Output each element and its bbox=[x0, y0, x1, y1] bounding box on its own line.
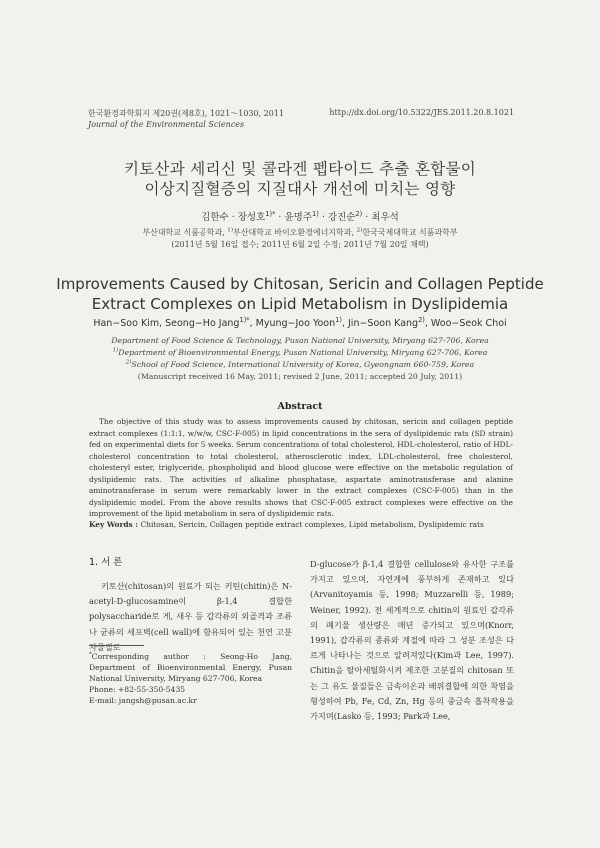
author-ko-3-sup: 2) bbox=[355, 209, 363, 218]
author-en-1: Han−Soo Kim, Seong−Ho Jang bbox=[93, 318, 240, 329]
author-ko-2: · 윤명주 bbox=[275, 212, 312, 223]
author-en-3-sup: 2) bbox=[418, 315, 425, 324]
received-dates-ko: (2011년 5월 16일 접수; 2011년 6월 2일 수정; 2011년 7월 20일 채택) bbox=[171, 240, 429, 249]
author-ko-1-sup: 1)* bbox=[265, 209, 276, 218]
affiliations-korean bbox=[0, 227, 600, 251]
author-en-4: , Woo−Seok Choi bbox=[424, 318, 507, 329]
affiliation-ko-line: 부산대학교 식품공학과, $^{1)}$부산대학교 바이오환경에너지학과, $^{2)}$한국국제대학교 식품과학부 bbox=[142, 227, 458, 237]
keywords-label: Key Words : bbox=[89, 520, 141, 529]
author-ko-2-sup: 1) bbox=[312, 209, 319, 218]
title-ko-line2: 이상지질혈증의 지질대사 개선에 미치는 영향 bbox=[144, 180, 456, 198]
section-heading-introduction: 1. 서 론 bbox=[89, 557, 123, 568]
affiliation-en-1: Department of Food Science & Technology, Pusan National University, Miryang 627-706, Korea bbox=[111, 336, 489, 345]
footnote-author: Corresponding author : Seong-Ho Jang, Department of Bioenvironmental Energy, Pusan National University, Miryang 627-706, Korea bbox=[89, 652, 292, 683]
abstract-text: The objective of this study was to assess improvements caused by chitosan, sericin and collagen peptide extract complexes (1:1:1, w/w/w, CSC-F-005) in lipid concentrations in the sera of dyslipidemic rats (SD strain) fed on experimental diets for 5 weeks. Serum concentrations of total cholesterol, HDL-cholesterol, ratio of HDL-cholesterol concentration to total cholesterol, atherosclerotic index, LDL-cholesterol, free cholesterol, cholesteryl ester, triglyceride, phospholipid and blood glucose were effective on the metabolic regulation of dyslipidemic rats. The activities of alkaline phosphatase, aspartate aminotransferase and alanine aminotransferase in serum were remarkably lower in the extract complexes (CSC-F-005) than in the dyslipidemic model. From the above results shows that CSC-F-005 extract complexes were effective on the improvement of the lipid metabolism in sera of dyslipidemic rats. bbox=[89, 417, 513, 518]
author-en-2-sup: 1) bbox=[335, 315, 342, 324]
footnote-phone: Phone: +82-55-350-5435 bbox=[89, 685, 186, 694]
title-english bbox=[0, 274, 600, 314]
doi-link[interactable]: http://dx.doi.org/10.5322/JES.2011.20.8.1021 bbox=[329, 108, 514, 117]
authors-korean bbox=[0, 209, 600, 223]
journal-name-en: Journal of the Environmental Sciences bbox=[88, 120, 245, 129]
left-column bbox=[89, 554, 292, 655]
footnote-email[interactable]: E-mail: jangsh@pusan.ac.kr bbox=[89, 696, 197, 705]
author-en-2: , Myung−Joo Yoon bbox=[249, 318, 336, 329]
corresponding-author-footnote: *Corresponding author : Seong-Ho Jang, Department of Bioenvironmental Energy, Pusan National University, Miryang 627-706, Korea Phone: +82-55-350-5435 E-mail: jangsh@pusan.ac.kr bbox=[89, 651, 292, 705]
abstract-heading: Abstract bbox=[277, 401, 323, 412]
keywords-text: Chitosan, Sericin, Collagen peptide extract complexes, Lipid metabolism, Dyslipidemic rats bbox=[140, 520, 484, 529]
author-en-1-sup: 1)* bbox=[239, 315, 250, 324]
journal-header bbox=[88, 108, 284, 130]
author-ko-3: · 강진순 bbox=[318, 212, 356, 223]
keywords bbox=[89, 520, 513, 529]
received-dates-en: (Manuscript received 16 May, 2011; revised 2 June, 2011; accepted 20 July, 2011) bbox=[137, 372, 463, 381]
affiliation-en-2: $^{1)}$Department of Bioenvironmental Energy, Pusan National University, Miryang 627-706, Korea bbox=[112, 347, 488, 357]
author-ko-4: · 최우석 bbox=[362, 212, 399, 223]
title-en-line2: Extract Complexes on Lipid Metabolism in Dyslipidemia bbox=[91, 295, 509, 313]
authors-english bbox=[0, 315, 600, 329]
journal-citation-ko: 한국환경과학회지 제20권(제8호), 1021～1030, 2011 bbox=[88, 109, 285, 118]
right-column bbox=[310, 557, 514, 724]
footnote-divider bbox=[89, 645, 144, 646]
affiliations-english bbox=[0, 335, 600, 383]
title-korean bbox=[0, 159, 600, 199]
right-column-text: D-glucose가 β-1,4 결합한 cellulose와 유사한 구조를 가지고 있으며, 자연계에 풍부하게 존재하고 있다(Arvanitoyamis 등, 1998; Muzzarelli 등, 1989; Weiner, 1992). 전 세계적으로 chitin의 원료인 갑각류의 폐기물 생산량은 매년 증가되고 있으며(Knorr, 1991), 갑각류의 종류와 계절에 따라 그 성분 조성은 다르게 나타나는 것으로 알려져있다(Kim과 Lee, 1997). Chitin을 탈아세틸화시켜 제조한 고분질의 chitosan 또는 그 유도 물질들은 금속이온과 배위결합에 의한 착염을 형성하여 Pb, Fe, Cd, Zn, Hg 등의 중금속 흡착작용을 가지며(Lasko 등, 1993; Park과 Lee, bbox=[310, 559, 514, 722]
title-en-line1: Improvements Caused by Chitosan, Sericin and Collagen Peptide bbox=[56, 275, 544, 293]
introduction-text: 키토산(chitosan)의 원료가 되는 키틴(chitin)은 N-acetyl-D-glucosamine이 β-1,4 결합한 polysaccharide로 게, 새우 등 갑각류의 외골격과 조류나 균류의 세포벽(cell wall)에 함유되어 있는 천연 고분자물질로 bbox=[89, 581, 292, 652]
author-en-3: , Jin−Soon Kang bbox=[341, 318, 419, 329]
affiliation-en-3: $^{2)}$School of Food Science, International University of Korea, Gyeongnam 660-759, Korea bbox=[125, 359, 475, 369]
author-ko-1: 김한수 · 장성호 bbox=[201, 212, 266, 223]
title-ko-line1: 키토산과 세리신 및 콜라겐 펩타이드 추출 혼합물이 bbox=[123, 160, 477, 178]
